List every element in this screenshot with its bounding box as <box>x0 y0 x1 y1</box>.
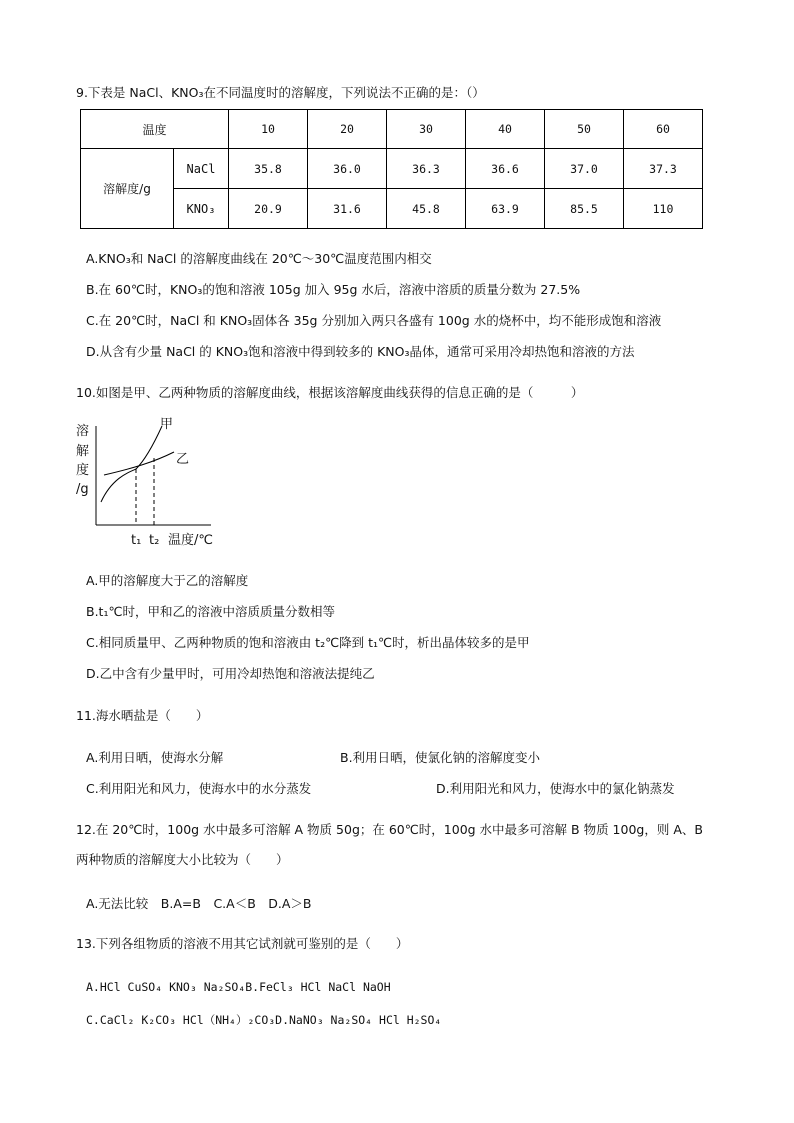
curve-yi-label: 乙 <box>176 452 190 467</box>
q13-options-line1: A.HCl CuSO₄ KNO₃ Na₂SO₄B.FeCl₃ HCl NaCl NaOH <box>86 980 391 994</box>
temp-cell: 30 <box>387 110 466 149</box>
nacl-value: 37.3 <box>624 149 703 189</box>
q11-stem: 11.海水晒盐是（ ） <box>76 708 209 723</box>
nacl-value: 36.3 <box>387 149 466 189</box>
solubility-curve-graph <box>74 416 224 552</box>
q10-option-d: D.乙中含有少量甲时，可用冷却热饱和溶液法提纯乙 <box>86 666 375 681</box>
y-label-char: /g <box>76 482 89 497</box>
nacl-value: 35.8 <box>229 149 308 189</box>
q13-options-line2: C.CaCl₂ K₂CO₃ HCl（NH₄）₂CO₃D.NaNO₃ Na₂SO₄ HCl H₂SO₄ <box>86 1013 442 1027</box>
q10-option-c: C.相同质量甲、乙两种物质的饱和溶液由 t₂℃降到 t₁℃时，析出晶体较多的是甲 <box>86 635 530 650</box>
temp-cell: 10 <box>229 110 308 149</box>
q11-option-b: B.利用日晒，使氯化钠的溶解度变小 <box>340 750 541 765</box>
solubility-table <box>80 109 703 229</box>
solubility-label: 溶解度/g <box>81 149 174 229</box>
temp-cell: 40 <box>466 110 545 149</box>
q9-stem: 9.下表是 NaCl、KNO₃在不同温度时的溶解度，下列说法不正确的是：（） <box>76 85 485 100</box>
q10-stem: 10.如图是甲、乙两种物质的溶解度曲线，根据该溶解度曲线获得的信息正确的是（ ） <box>76 385 584 400</box>
y-label-char: 溶 <box>76 424 90 439</box>
temp-cell: 60 <box>624 110 703 149</box>
q11-option-a: A.利用日晒，使海水分解 <box>86 750 224 765</box>
q9-option-b: B.在 60℃时，KNO₃的饱和溶液 105g 加入 95g 水后，溶液中溶质的质量分数为 27.5% <box>86 282 581 297</box>
q9-option-a: A.KNO₃和 NaCl 的溶解度曲线在 20℃～30℃温度范围内相交 <box>86 251 432 266</box>
temp-cell: 50 <box>545 110 624 149</box>
x-axis-label: 温度/℃ <box>168 533 213 548</box>
kno3-value: 110 <box>624 189 703 229</box>
kno3-value: 31.6 <box>308 189 387 229</box>
t2-label: t₂ <box>149 533 160 548</box>
nacl-value: 37.0 <box>545 149 624 189</box>
q9-option-c: C.在 20℃时，NaCl 和 KNO₃固体各 35g 分别加入两只各盛有 100g 水的烧杯中，均不能形成饱和溶液 <box>86 313 662 328</box>
nacl-value: 36.0 <box>308 149 387 189</box>
q12-options: A.无法比较 B.A=B C.A＜B D.A＞B <box>86 896 312 911</box>
kno3-value: 85.5 <box>545 189 624 229</box>
y-label-char: 度 <box>76 463 90 478</box>
q12-stem-line2: 两种物质的溶解度大小比较为（ ） <box>76 852 289 867</box>
q9-option-d: D.从含有少量 NaCl 的 KNO₃饱和溶液中得到较多的 KNO₃晶体，通常可采用冷却热饱和溶液的方法 <box>86 344 635 359</box>
curve-jia <box>101 426 162 502</box>
q10-option-b: B.t₁℃时，甲和乙的溶液中溶质质量分数相等 <box>86 604 335 619</box>
nacl-value: 36.6 <box>466 149 545 189</box>
t1-label: t₁ <box>131 533 142 548</box>
q11-option-c: C.利用阳光和风力，使海水中的水分蒸发 <box>86 781 312 796</box>
q10-option-a: A.甲的溶解度大于乙的溶解度 <box>86 573 249 588</box>
q11-option-d: D.利用阳光和风力，使海水中的氯化钠蒸发 <box>436 781 675 796</box>
curve-yi <box>104 452 174 475</box>
kno3-value: 45.8 <box>387 189 466 229</box>
q13-stem: 13.下列各组物质的溶液不用其它试剂就可鉴别的是（ ） <box>76 936 409 951</box>
substance-kno3: KNO₃ <box>174 189 229 229</box>
curve-jia-label: 甲 <box>160 417 174 432</box>
q12-stem-line1: 12.在 20℃时，100g 水中最多可溶解 A 物质 50g；在 60℃时，100g 水中最多可溶解 B 物质 100g，则 A、B <box>76 822 703 837</box>
kno3-value: 63.9 <box>466 189 545 229</box>
kno3-value: 20.9 <box>229 189 308 229</box>
substance-nacl: NaCl <box>174 149 229 189</box>
temp-cell: 20 <box>308 110 387 149</box>
temp-header: 温度 <box>81 110 229 149</box>
y-label-char: 解 <box>76 444 90 459</box>
